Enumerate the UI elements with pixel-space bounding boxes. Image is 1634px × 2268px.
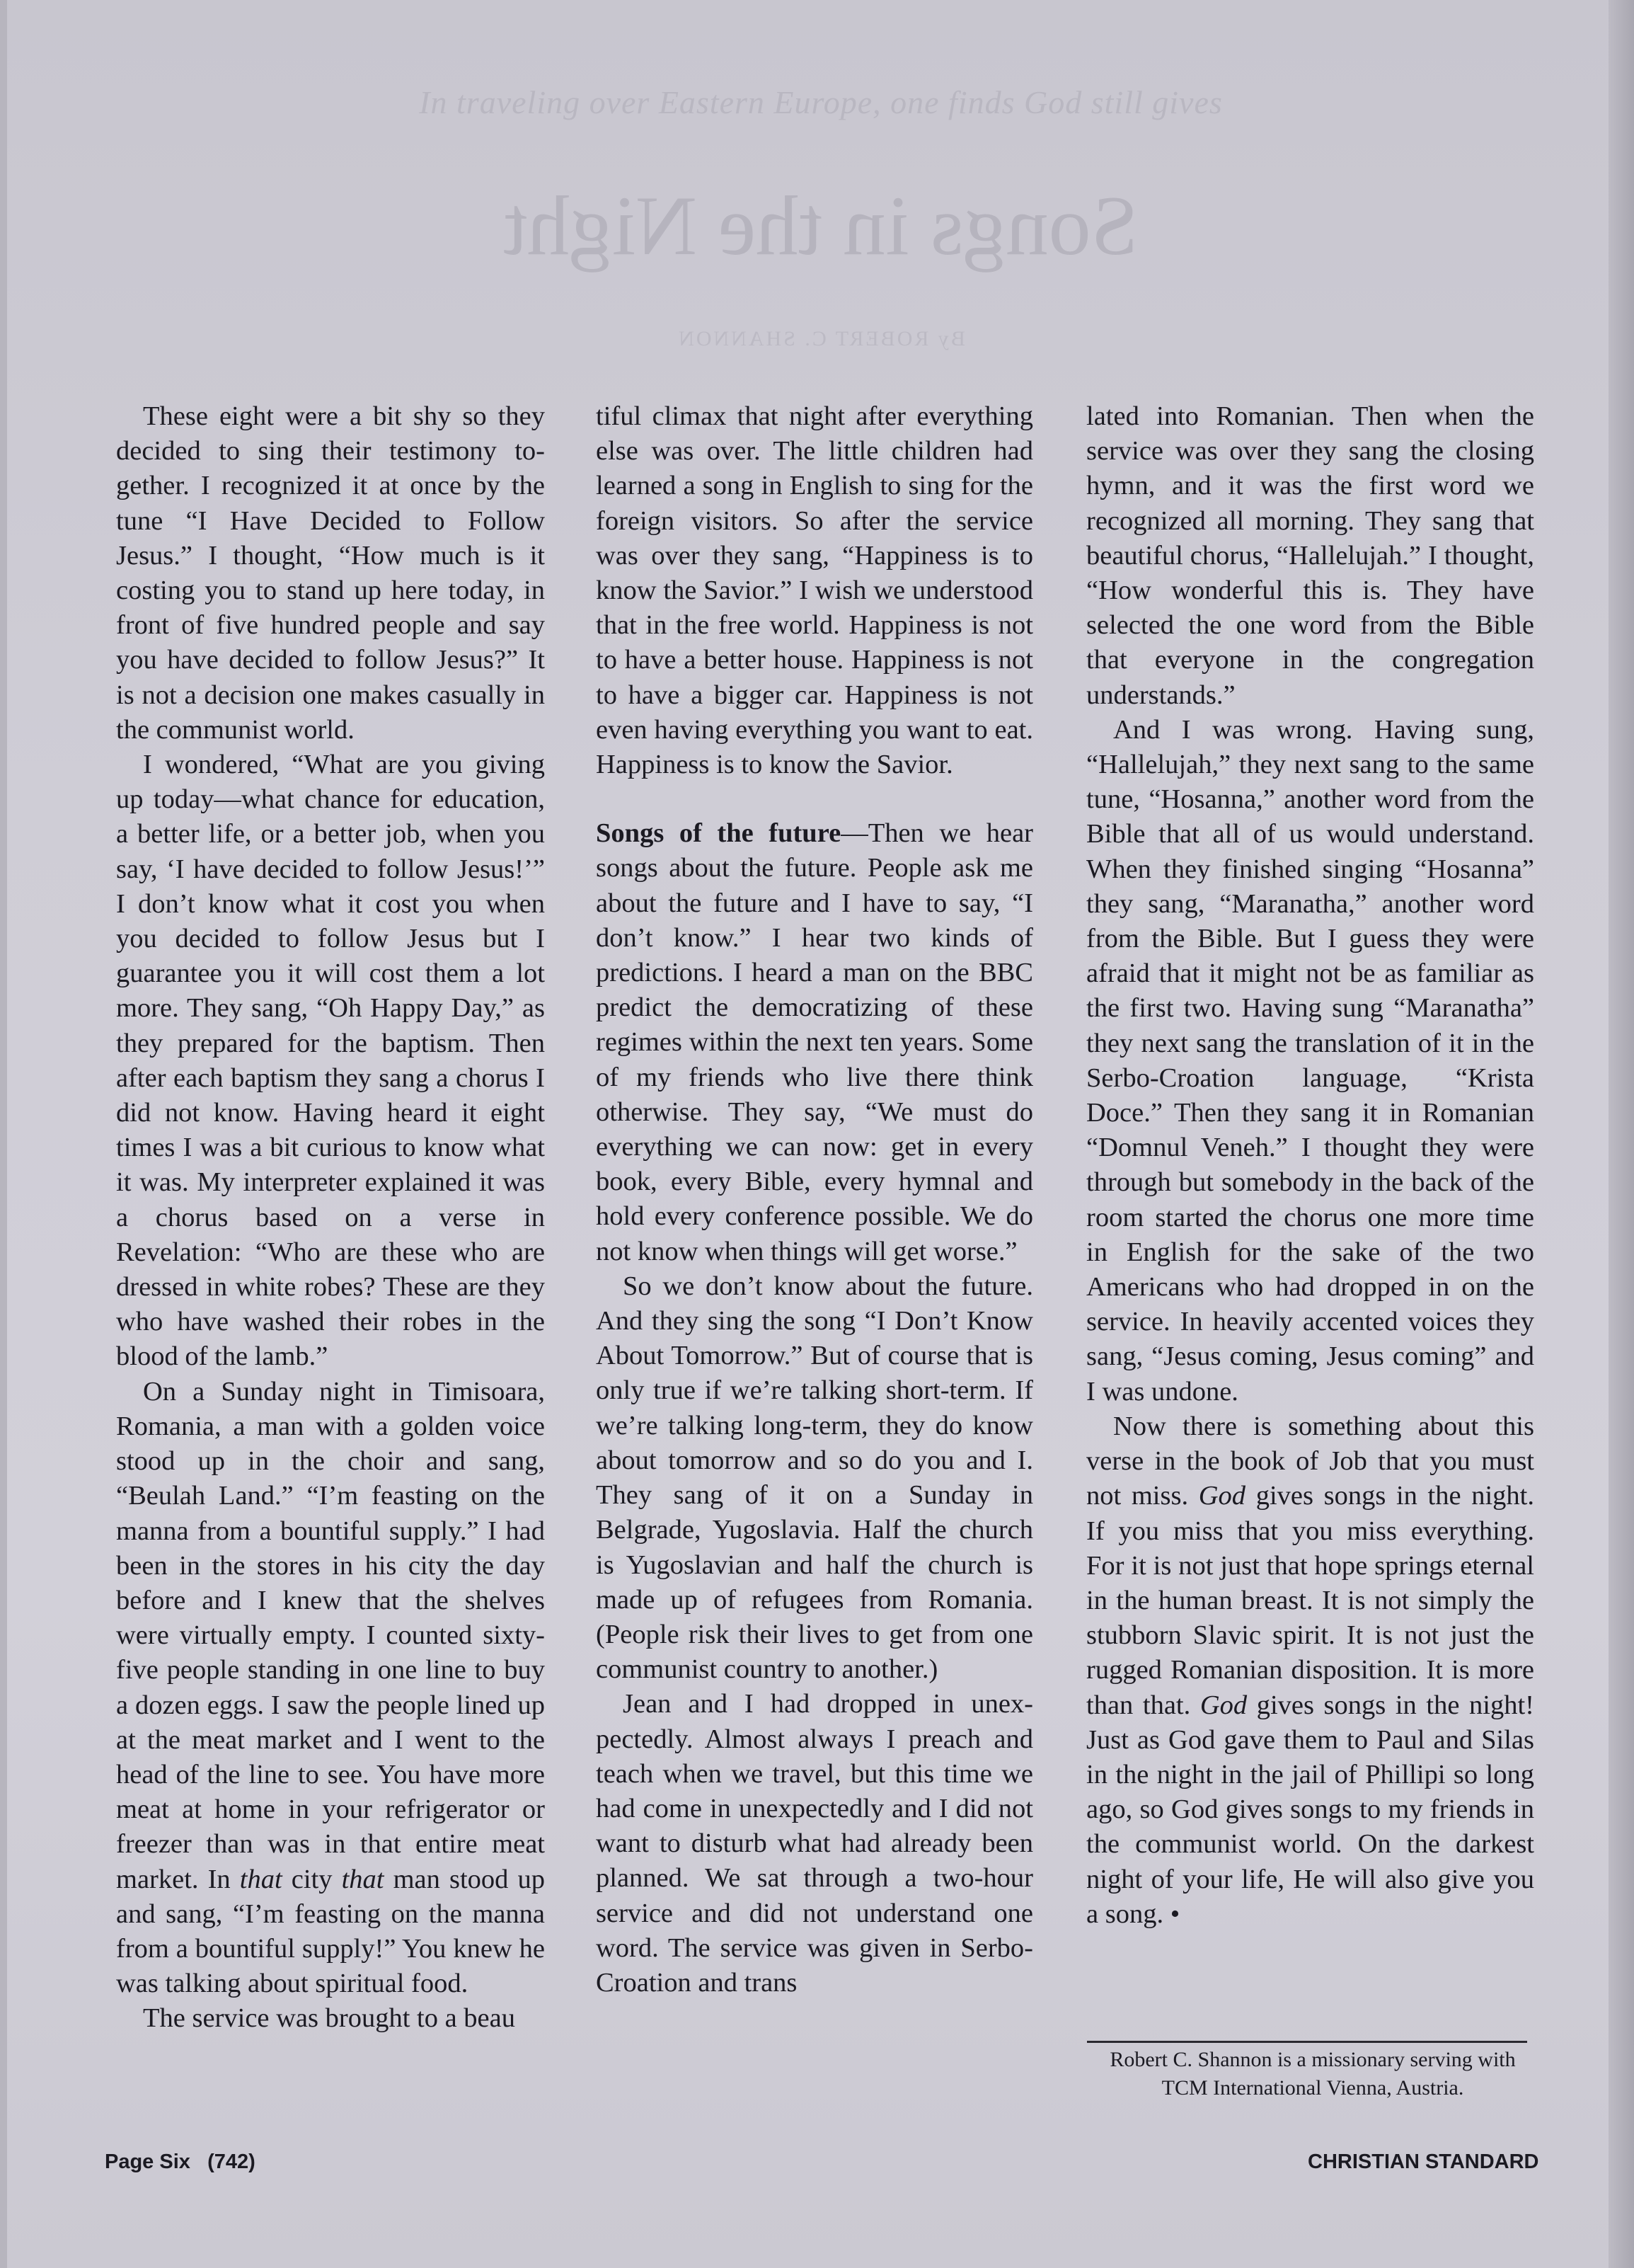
- page-left-edge: [0, 0, 7, 2268]
- paragraph: [116, 1375, 545, 2002]
- publication-name: CHRISTIAN STANDARD: [1308, 2150, 1539, 2173]
- article-column-3: [1086, 399, 1534, 1932]
- article-column-1: [116, 399, 545, 2037]
- text-run: Now there is something about this verse in the book of Job that you must not miss.: [1086, 1411, 1534, 1511]
- page-right-edge: [1609, 0, 1634, 2268]
- paragraph: I wondered, “What are you giving up today—what chance for education, a better life, or a better job, when you say, ‘I have decided to follow Jesus!’” I don’t know what it cost you when you decided to follow Jesus but I guarantee you it will cost them a lot more. They sang, “Oh Happy Day,” as they prepared for the baptism. Then after each baptism they sang a chorus I did not know. Having heard it eight times I was a bit curious to know what it was. My interpreter explained it was a chorus based on a verse in Revelation: “Who are these who are dressed in white robes? These are they who have washed their robes in the blood of the lamb.”: [116, 750, 545, 1372]
- text-run: man stood up and sang, “I’m feasting on the manna from a bountiful supply!” You knew he was talking about spiritual food.: [116, 1864, 546, 1999]
- show-through-kicker: In traveling over Eastern Europe, one finds God still gives: [419, 84, 1223, 120]
- show-through-title: Songs in the Night: [503, 178, 1139, 273]
- paragraph: The service was brought to a beau: [143, 2003, 515, 2034]
- text-run: gives songs in the night. If you miss that you miss everything. For it is not just that hope springs eternal in the human breast. It is not simply the stubborn Slavic spirit. It is not just the rugged Romanian disposition. It is more than that.: [1086, 1481, 1535, 1720]
- paragraph: tiful climax that night after everything else was over. The little children had learned a song in English to sing for the foreign visitors. So after the service was over they sang, “Happiness is to know the Savior.” I wish we understood that in the free world. Happiness is not to have a better house. Happiness is not to have a bigger car. Happiness is not even having everything you want to eat. Happiness is to know the Savior.: [596, 401, 1033, 780]
- author-bio: Robert C. Shannon is a missionary serving with TCM International Vienna, Austria.: [1110, 2048, 1516, 2100]
- paragraph: These eight were a bit shy so they decided to sing their testimony together. I recognized it at once by the tune “I Have Decided to Follow Jesus.” I thought, “How much is it costing you to stand up here today, in front of five hundred people and say you have decided to follow Jesus?” It is not a decision one makes casually in the communist world.: [116, 401, 545, 745]
- emphasis: God: [1199, 1690, 1248, 1720]
- page-number: Page Six (742): [105, 2150, 255, 2173]
- paragraph: So we don’t know about the future. And they sing the song “I Don’t Know About Tomorrow.” But of course that is only true if we’re talking short-term. If we’re talking long-term, they do know about tomorrow and so do you and I. They sang of it on a Sunday in Belgrade, Yugoslavia. Half the church is Yugoslavian and half the church is made up of refugees from Romania. (People risk their lives to get from one communist country to another.): [596, 1271, 1033, 1685]
- text-run: gives songs in the night! Just as God gave them to Paul and Silas in the night in the jail of Phillipi so long ago, so God gives songs to my friends in the communist world. On the darkest night of your life, He will also give you a song. •: [1086, 1690, 1534, 1929]
- emphasis: God: [1198, 1481, 1246, 1511]
- emphasis: that: [239, 1864, 282, 1894]
- paragraph: [596, 816, 1033, 1269]
- emphasis: that: [341, 1864, 384, 1894]
- article-column-2: [596, 399, 1033, 2000]
- text-run: city: [282, 1864, 342, 1894]
- paragraph: [1086, 1409, 1534, 1932]
- show-through-byline: By ROBERT C. SHANNON: [677, 327, 965, 350]
- bio-divider: [1087, 2041, 1527, 2043]
- paragraph: lated into Romanian. Then when the service was over they sang the closing hymn, and it was the first word we recognized all morning. They sang that beautiful chorus, “Hallelujah.” I thought, “How wonderful this is. They have selected the one word from the Bible that everyone in the congregation understands.”: [1086, 401, 1534, 710]
- text-run: —Then we hear songs about the future. People ask me about the future and I have to say, “I don’t know.” I hear two kinds of predictions. I heard a man on the BBC predict the democratizing of these regimes within the next ten years. Some of my friends who live there think otherwise. They say, “We must do everything we can now: get in every book, every Bible, every hymnal and hold every conference possible. We do not know when things will get worse.”: [596, 818, 1033, 1266]
- text-run: On a Sunday night in Timisoara, Romania, a man with a golden voice stood up in the choir and sang, “Beulah Land.” “I’m feasting on the manna from a bountiful supply.” I had been in the stores in his city the day before and I knew that the shelves were virtually empty. I counted sixty-five people standing in one line to buy a dozen eggs. I saw the people lined up at the meat market and I went to the head of the line to see. You have more meat at home in your refrigerator or freezer than was in that entire meat market. In: [116, 1376, 545, 1894]
- subhead: Songs of the future: [596, 818, 841, 849]
- paragraph: Jean and I had dropped in unexpectedly. Almost always I preach and teach when we travel, but this time we had come in unexpectedly and I did not want to disturb what had already been planned. We sat through a two-hour service and did not understand one word. The service was given in Serbo-Croation and trans: [596, 1689, 1033, 1998]
- paragraph: And I was wrong. Having sung, “Hallelujah,” they next sang to the same tune, “Hosanna,” another word from the Bible that all of us would understand. When they finished singing “Hosanna” they sang, “Maranatha,” another word from the Bible. But I guess they were afraid that it might not be as familiar as the first two. Having sung “Maranatha” they next sang the translation of it in the Serbo-Croation language, “Krista Doce.” Then they sang it in Romanian “Domnul Veneh.” I thought they were through but somebody in the back of the room started the chorus one more time in English for the sake of the two Americans who had dropped in on the service. In heavily accented voices they sang, “Jesus coming, Jesus coming” and I was undone.: [1086, 714, 1534, 1407]
